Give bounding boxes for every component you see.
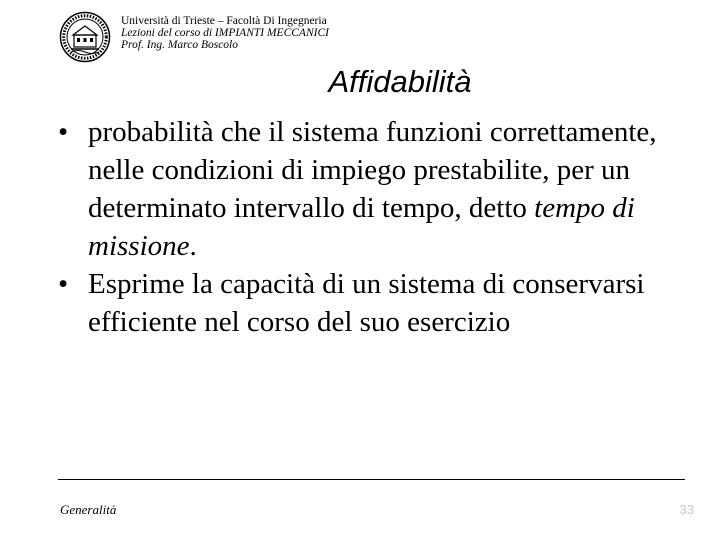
bullet-glyph: •: [58, 116, 69, 148]
bullet-text: Esprime la capacità di un sistema di conservarsi efficiente nel corso del suo esercizio: [88, 268, 645, 338]
bullet-text-end: .: [189, 230, 197, 262]
bullet-emphasis: tempo di missione: [88, 192, 635, 262]
footer-divider: [58, 479, 685, 480]
university-seal-icon: [59, 11, 111, 63]
university-name: Università di Trieste – Facoltà Di Ingegneria: [121, 15, 327, 27]
professor-name: Prof. Ing. Marco Boscolo: [121, 39, 239, 51]
bullet-item: [58, 113, 698, 265]
footer-section: Generalità: [60, 502, 117, 517]
bullet-glyph: •: [58, 268, 69, 300]
bullet-list: [58, 113, 698, 341]
page-number: 33: [679, 502, 694, 517]
course-header: [121, 15, 329, 51]
bullet-item: [58, 265, 698, 341]
slide-title: Affidabilità: [328, 64, 472, 99]
course-name: Lezioni del corso di IMPIANTI MECCANICI: [121, 27, 329, 39]
bullet-text: probabilità che il sistema funzioni correttamente, nelle condizioni di impiego prestabilite, per un determinato intervallo di tempo, detto: [88, 116, 657, 224]
